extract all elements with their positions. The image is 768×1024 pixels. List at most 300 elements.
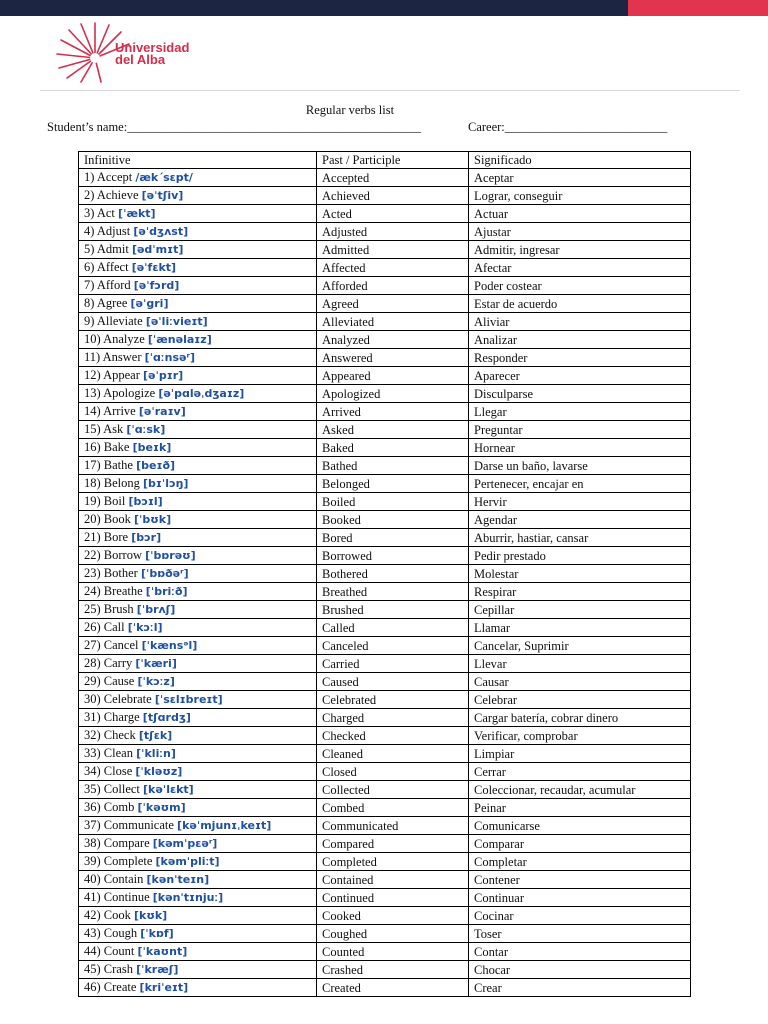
verb-infinitive: Apologize (103, 386, 156, 401)
infinitive-cell (79, 907, 317, 925)
verb-pronunciation: [ˈkɔːz] (137, 675, 175, 689)
table-row (79, 187, 691, 205)
meaning-cell: Pedir prestado (469, 547, 691, 565)
row-number: 21) (84, 530, 101, 545)
verb-infinitive: Collect (103, 782, 140, 797)
infinitive-cell (79, 205, 317, 223)
row-number: 37) (84, 818, 101, 833)
verb-pronunciation: [əˈtʃiv] (141, 189, 184, 203)
verb-infinitive: Appear (103, 368, 140, 383)
table-row (79, 925, 691, 943)
past-participle-cell: Asked (317, 421, 469, 439)
past-participle-cell: Booked (317, 511, 469, 529)
meaning-cell: Poder costear (469, 277, 691, 295)
verb-infinitive: Bake (103, 440, 130, 455)
meaning-cell: Agendar (469, 511, 691, 529)
verb-infinitive: Crash (103, 962, 133, 977)
row-number: 7) (84, 278, 95, 293)
table-row (79, 313, 691, 331)
verb-infinitive: Compare (103, 836, 150, 851)
infinitive-cell (79, 331, 317, 349)
table-row (79, 853, 691, 871)
meaning-cell: Cancelar, Suprimir (469, 637, 691, 655)
verb-pronunciation: [ˈbɒrəʊ] (145, 549, 196, 563)
past-participle-cell: Cooked (317, 907, 469, 925)
meaning-cell: Ajustar (469, 223, 691, 241)
past-participle-cell: Afforded (317, 277, 469, 295)
infinitive-cell (79, 655, 317, 673)
table-row (79, 889, 691, 907)
verb-infinitive: Check (103, 728, 136, 743)
infinitive-cell (79, 403, 317, 421)
verb-pronunciation: [ˈsɛlɪbreɪt] (154, 693, 223, 707)
row-number: 46) (84, 980, 101, 995)
row-number: 23) (84, 566, 101, 581)
row-number: 16) (84, 440, 101, 455)
meaning-cell: Cepillar (469, 601, 691, 619)
past-participle-cell: Carried (317, 655, 469, 673)
row-number: 8) (84, 296, 95, 311)
infinitive-cell (79, 421, 317, 439)
verb-pronunciation: [ˈɑːsk] (126, 423, 166, 437)
row-number: 30) (84, 692, 101, 707)
verb-infinitive: Act (96, 206, 115, 221)
infinitive-cell (79, 871, 317, 889)
verb-infinitive: Admit (96, 242, 129, 257)
meaning-cell: Verificar, comprobar (469, 727, 691, 745)
table-row (79, 979, 691, 997)
verb-pronunciation: [ˈbriːð] (145, 585, 188, 599)
table-row (79, 763, 691, 781)
infinitive-cell (79, 385, 317, 403)
past-participle-cell: Bothered (317, 565, 469, 583)
infinitive-cell (79, 439, 317, 457)
past-participle-cell: Affected (317, 259, 469, 277)
past-participle-cell: Communicated (317, 817, 469, 835)
infinitive-cell (79, 313, 317, 331)
career-label: Career: (468, 120, 505, 134)
past-participle-cell: Adjusted (317, 223, 469, 241)
verb-infinitive: Adjust (96, 224, 131, 239)
row-number: 20) (84, 512, 101, 527)
table-row (79, 727, 691, 745)
verb-infinitive: Bother (103, 566, 138, 581)
meaning-cell: Analizar (469, 331, 691, 349)
past-participle-cell: Analyzed (317, 331, 469, 349)
meaning-cell: Continuar (469, 889, 691, 907)
past-participle-cell: Bored (317, 529, 469, 547)
past-participle-cell: Created (317, 979, 469, 997)
infinitive-cell (79, 889, 317, 907)
row-number: 41) (84, 890, 101, 905)
infinitive-cell (79, 853, 317, 871)
infinitive-cell (79, 475, 317, 493)
infinitive-cell (79, 493, 317, 511)
table-row (79, 943, 691, 961)
verb-infinitive: Boil (103, 494, 126, 509)
infinitive-cell (79, 637, 317, 655)
meaning-cell: Coleccionar, recaudar, acumular (469, 781, 691, 799)
table-row (79, 907, 691, 925)
verb-infinitive: Continue (103, 890, 150, 905)
table-row (79, 961, 691, 979)
verb-infinitive: Call (103, 620, 125, 635)
verb-pronunciation: [bɔɪl] (128, 495, 163, 509)
past-participle-cell: Appeared (317, 367, 469, 385)
university-name-line2: del Alba (115, 52, 166, 67)
table-row (79, 349, 691, 367)
meaning-cell: Completar (469, 853, 691, 871)
row-number: 2) (84, 188, 95, 203)
infinitive-cell (79, 367, 317, 385)
infinitive-cell (79, 691, 317, 709)
table-row (79, 745, 691, 763)
meaning-cell: Comparar (469, 835, 691, 853)
past-participle-cell: Combed (317, 799, 469, 817)
meaning-cell: Llamar (469, 619, 691, 637)
verb-infinitive: Complete (103, 854, 153, 869)
table-row (79, 223, 691, 241)
table-body (79, 169, 691, 997)
past-participle-cell: Achieved (317, 187, 469, 205)
row-number: 6) (84, 260, 95, 275)
infinitive-cell (79, 349, 317, 367)
verb-pronunciation: [kriˈeɪt] (139, 981, 189, 995)
verb-infinitive: Cook (103, 908, 131, 923)
verb-infinitive: Celebrate (103, 692, 152, 707)
infinitive-cell (79, 241, 317, 259)
verb-pronunciation: [ˈbɒðəʳ] (140, 567, 189, 581)
verb-infinitive: Charge (103, 710, 140, 725)
row-number: 19) (84, 494, 101, 509)
header-infinitive: Infinitive (79, 152, 317, 169)
verb-infinitive: Ask (103, 422, 124, 437)
table-row (79, 241, 691, 259)
row-number: 34) (84, 764, 101, 779)
meaning-cell: Cargar batería, cobrar dinero (469, 709, 691, 727)
past-participle-cell: Canceled (317, 637, 469, 655)
infinitive-cell (79, 565, 317, 583)
verb-pronunciation: [kəˈmjunɪˌkeɪt] (177, 819, 272, 833)
infinitive-cell (79, 259, 317, 277)
verb-infinitive: Accept (96, 170, 133, 185)
past-participle-cell: Baked (317, 439, 469, 457)
infinitive-cell (79, 457, 317, 475)
verb-pronunciation: [ˈkliːn] (136, 747, 176, 761)
verb-infinitive: Belong (103, 476, 140, 491)
verb-pronunciation: [bɔr] (131, 531, 162, 545)
verb-pronunciation: [əˈgri] (130, 297, 169, 311)
past-participle-cell: Collected (317, 781, 469, 799)
table-row (79, 547, 691, 565)
row-number: 32) (84, 728, 101, 743)
infinitive-cell (79, 619, 317, 637)
verb-infinitive: Comb (103, 800, 135, 815)
verb-infinitive: Cough (103, 926, 138, 941)
row-number: 44) (84, 944, 101, 959)
verb-pronunciation: [ˈækt] (118, 207, 156, 221)
past-participle-cell: Boiled (317, 493, 469, 511)
verb-infinitive: Close (103, 764, 133, 779)
table-row (79, 655, 691, 673)
table-row (79, 259, 691, 277)
verb-infinitive: Cause (103, 674, 135, 689)
table-row (79, 367, 691, 385)
meaning-cell: Responder (469, 349, 691, 367)
verb-pronunciation: [ˈkəʊm] (137, 801, 186, 815)
table-row (79, 493, 691, 511)
meaning-cell: Crear (469, 979, 691, 997)
row-number: 36) (84, 800, 101, 815)
verb-pronunciation: [kənˈtɪnjuː] (152, 891, 224, 905)
past-participle-cell: Celebrated (317, 691, 469, 709)
verb-infinitive: Borrow (103, 548, 142, 563)
row-number: 25) (84, 602, 101, 617)
infinitive-cell (79, 817, 317, 835)
verb-infinitive: Agree (96, 296, 128, 311)
row-number: 42) (84, 908, 101, 923)
verb-pronunciation: [əˈliːvieɪt] (145, 315, 208, 329)
infinitive-cell (79, 529, 317, 547)
table-row (79, 385, 691, 403)
table-row (79, 169, 691, 187)
past-participle-cell: Agreed (317, 295, 469, 313)
header-past-participle: Past / Participle (317, 152, 469, 169)
verb-infinitive: Bathe (103, 458, 133, 473)
header-divider (40, 90, 740, 91)
verb-infinitive: Answer (102, 350, 142, 365)
row-number: 31) (84, 710, 101, 725)
row-number: 13) (84, 386, 101, 401)
meaning-cell: Cocinar (469, 907, 691, 925)
meaning-cell: Celebrar (469, 691, 691, 709)
row-number: 39) (84, 854, 101, 869)
verb-infinitive: Alleviate (96, 314, 143, 329)
verb-pronunciation: /æk΄sɛpt/ (135, 171, 193, 185)
meaning-cell: Llevar (469, 655, 691, 673)
university-name-line1: Universidad (115, 40, 190, 55)
meaning-cell: Hervir (469, 493, 691, 511)
verb-pronunciation: [ˈkæri] (135, 657, 177, 671)
past-participle-cell: Belonged (317, 475, 469, 493)
past-participle-cell: Answered (317, 349, 469, 367)
infinitive-cell (79, 745, 317, 763)
verb-pronunciation: [kəmˈpliːt] (155, 855, 220, 869)
infinitive-cell (79, 673, 317, 691)
verb-pronunciation: [ˈbrʌʃ] (136, 603, 176, 617)
past-participle-cell: Checked (317, 727, 469, 745)
meaning-cell: Causar (469, 673, 691, 691)
infinitive-cell (79, 223, 317, 241)
verb-infinitive: Create (103, 980, 137, 995)
regular-verbs-table (78, 151, 691, 997)
row-number: 4) (84, 224, 95, 239)
infinitive-cell (79, 709, 317, 727)
verb-pronunciation: [əˈdʒʌst] (133, 225, 189, 239)
infinitive-cell (79, 169, 317, 187)
infinitive-cell (79, 295, 317, 313)
row-number: 17) (84, 458, 101, 473)
verb-pronunciation: [ˈɑːnsəʳ] (144, 351, 195, 365)
student-name-field (47, 120, 421, 135)
row-number: 43) (84, 926, 101, 941)
past-participle-cell: Borrowed (317, 547, 469, 565)
meaning-cell: Toser (469, 925, 691, 943)
row-number: 14) (84, 404, 101, 419)
past-participle-cell: Breathed (317, 583, 469, 601)
verb-pronunciation: [əˈraɪv] (138, 405, 186, 419)
verb-infinitive: Analyze (103, 332, 145, 347)
meaning-cell: Contar (469, 943, 691, 961)
verb-pronunciation: [kənˈteɪn] (146, 873, 210, 887)
meaning-cell: Aliviar (469, 313, 691, 331)
verb-pronunciation: [kʊk] (134, 909, 168, 923)
verb-pronunciation: [ədˈmɪt] (131, 243, 184, 257)
meaning-cell: Cerrar (469, 763, 691, 781)
document-title: Regular verbs list (305, 103, 395, 117)
infinitive-cell (79, 781, 317, 799)
row-number: 18) (84, 476, 101, 491)
infinitive-cell (79, 943, 317, 961)
meaning-cell: Peinar (469, 799, 691, 817)
table-row (79, 421, 691, 439)
row-number: 33) (84, 746, 101, 761)
verb-pronunciation: [bɪˈlɔŋ] (143, 477, 189, 491)
verb-pronunciation: [kəmˈpɛəʳ] (152, 837, 218, 851)
verb-infinitive: Affect (96, 260, 129, 275)
meaning-cell: Lograr, conseguir (469, 187, 691, 205)
table-row (79, 619, 691, 637)
meaning-cell: Pertenecer, encajar en (469, 475, 691, 493)
meaning-cell: Preguntar (469, 421, 691, 439)
verb-pronunciation: [tʃɛk] (138, 729, 173, 743)
meaning-cell: Hornear (469, 439, 691, 457)
verb-pronunciation: [ˈkænsᵊl] (141, 639, 198, 653)
row-number: 38) (84, 836, 101, 851)
meaning-cell: Aceptar (469, 169, 691, 187)
table-row (79, 565, 691, 583)
meaning-cell: Disculparse (469, 385, 691, 403)
table-row (79, 583, 691, 601)
infinitive-cell (79, 763, 317, 781)
row-number: 12) (84, 368, 101, 383)
past-participle-cell: Apologized (317, 385, 469, 403)
row-number: 9) (84, 314, 95, 329)
past-participle-cell: Closed (317, 763, 469, 781)
verb-pronunciation: [ˈænəlaɪz] (147, 333, 212, 347)
verb-infinitive: Book (103, 512, 131, 527)
infinitive-cell (79, 547, 317, 565)
row-number: 10) (84, 332, 101, 347)
past-participle-cell: Counted (317, 943, 469, 961)
verb-pronunciation: [ˈkɔːl] (127, 621, 163, 635)
infinitive-cell (79, 727, 317, 745)
verb-infinitive: Carry (103, 656, 133, 671)
meaning-cell: Actuar (469, 205, 691, 223)
meaning-cell: Estar de acuerdo (469, 295, 691, 313)
row-number: 35) (84, 782, 101, 797)
row-number: 15) (84, 422, 101, 437)
verb-pronunciation: [əˈpɪr] (143, 369, 184, 383)
table-row (79, 277, 691, 295)
verb-pronunciation: [əˈfɛkt] (131, 261, 177, 275)
verb-infinitive: Cancel (103, 638, 139, 653)
meaning-cell: Darse un baño, lavarse (469, 457, 691, 475)
infinitive-cell (79, 799, 317, 817)
meaning-cell: Contener (469, 871, 691, 889)
verb-pronunciation: [ˈkræʃ] (136, 963, 179, 977)
table-row (79, 511, 691, 529)
table-row (79, 475, 691, 493)
table-row (79, 205, 691, 223)
past-participle-cell: Accepted (317, 169, 469, 187)
past-participle-cell: Acted (317, 205, 469, 223)
meaning-cell: Comunicarse (469, 817, 691, 835)
past-participle-cell: Contained (317, 871, 469, 889)
table-row (79, 439, 691, 457)
row-number: 28) (84, 656, 101, 671)
row-number: 5) (84, 242, 95, 257)
past-participle-cell: Alleviated (317, 313, 469, 331)
row-number: 3) (84, 206, 95, 221)
verb-pronunciation: [ˈkaʊnt] (137, 945, 188, 959)
past-participle-cell: Admitted (317, 241, 469, 259)
verb-infinitive: Afford (96, 278, 131, 293)
table-row (79, 601, 691, 619)
header-band-red (628, 0, 768, 16)
verb-pronunciation: [əˈpɑləˌdʒaɪz] (158, 387, 245, 401)
infinitive-cell (79, 277, 317, 295)
student-name-blank: _______________________________________________ (127, 120, 421, 134)
verb-infinitive: Contain (103, 872, 144, 887)
career-field (468, 120, 667, 135)
meaning-cell: Limpiar (469, 745, 691, 763)
table-row (79, 781, 691, 799)
infinitive-cell (79, 511, 317, 529)
verb-pronunciation: [tʃɑrdʒ] (142, 711, 191, 725)
table-row (79, 673, 691, 691)
past-participle-cell: Completed (317, 853, 469, 871)
past-participle-cell: Coughed (317, 925, 469, 943)
infinitive-cell (79, 187, 317, 205)
table-row (79, 799, 691, 817)
verb-pronunciation: [beɪk] (132, 441, 172, 455)
row-number: 27) (84, 638, 101, 653)
meaning-cell: Respirar (469, 583, 691, 601)
row-number: 1) (84, 170, 95, 185)
past-participle-cell: Brushed (317, 601, 469, 619)
meaning-cell: Aparecer (469, 367, 691, 385)
past-participle-cell: Caused (317, 673, 469, 691)
table-row (79, 835, 691, 853)
verb-pronunciation: [beɪð] (136, 459, 176, 473)
meaning-cell: Molestar (469, 565, 691, 583)
meaning-cell: Afectar (469, 259, 691, 277)
table-row (79, 871, 691, 889)
row-number: 29) (84, 674, 101, 689)
row-number: 11) (84, 350, 101, 365)
past-participle-cell: Bathed (317, 457, 469, 475)
row-number: 40) (84, 872, 101, 887)
table-row (79, 331, 691, 349)
past-participle-cell: Compared (317, 835, 469, 853)
infinitive-cell (79, 979, 317, 997)
past-participle-cell: Called (317, 619, 469, 637)
table-row (79, 637, 691, 655)
infinitive-cell (79, 835, 317, 853)
career-blank: __________________________ (504, 120, 668, 134)
verb-infinitive: Communicate (103, 818, 174, 833)
